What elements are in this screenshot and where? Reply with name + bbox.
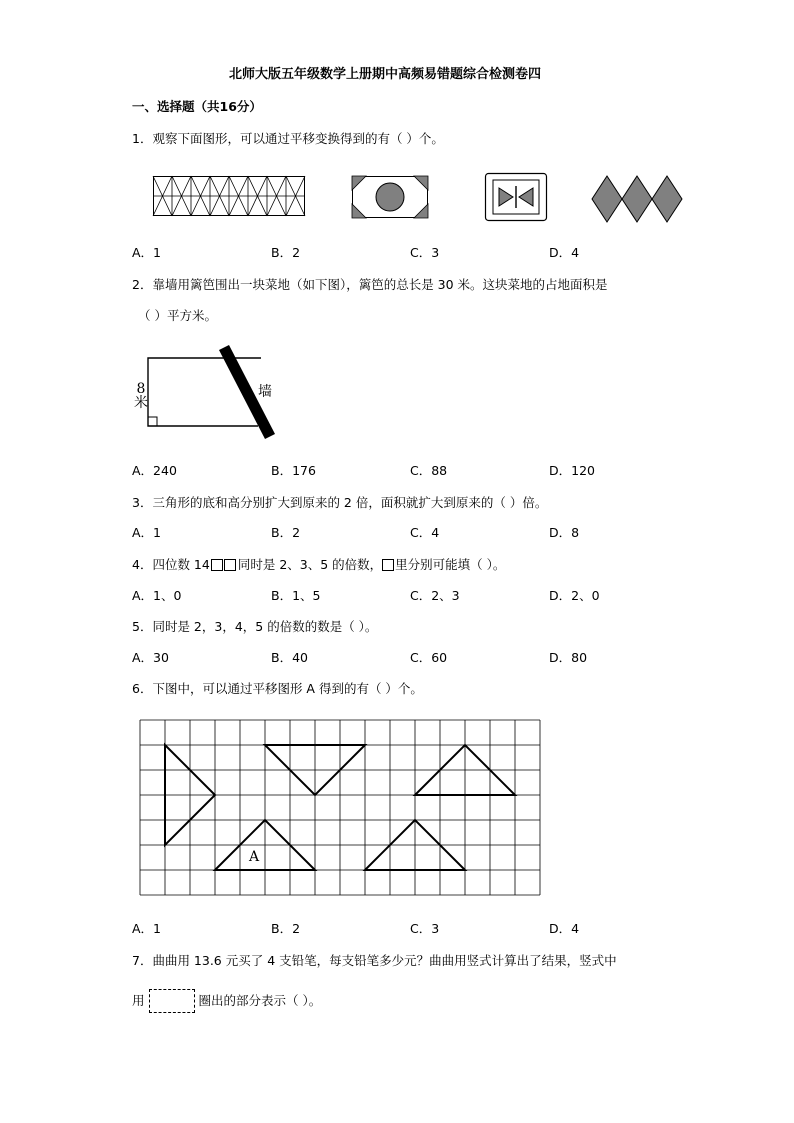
- q1-figure-bowtie-box: [485, 173, 547, 221]
- question-1-stem: 1．观察下面图形，可以通过平移变换得到的有（ ）个。: [132, 131, 444, 146]
- q4-option-c[interactable]: C．2、3: [410, 588, 460, 603]
- question-2-stem-line1: 2．靠墙用篱笆围出一块菜地（如下图），篱笆的总长是 30 米。这块菜地的占地面积是: [132, 277, 608, 292]
- q2-option-a[interactable]: A．240: [132, 463, 177, 478]
- q7-stem-part-b: 圈出的部分表示（ ）。: [198, 993, 322, 1008]
- digit-box-1: [211, 559, 223, 571]
- q5-option-b[interactable]: B．40: [271, 650, 308, 665]
- section-heading: 一、选择题（共16分）: [132, 99, 262, 114]
- q7-stem-part-a: 用: [132, 993, 145, 1008]
- q5-option-c[interactable]: C．60: [410, 650, 448, 665]
- q4-option-a[interactable]: A．1、0: [132, 588, 182, 603]
- q5-option-a[interactable]: A．30: [132, 650, 169, 665]
- q2-wall-label: 墙: [258, 384, 272, 400]
- q2-side-label: 8米: [134, 381, 148, 411]
- q1-option-d[interactable]: D．4: [549, 245, 580, 260]
- q4-option-b[interactable]: B．1、5: [271, 588, 321, 603]
- q4-option-d[interactable]: D．2、0: [549, 588, 600, 603]
- question-4-stem: [132, 557, 505, 573]
- digit-box-2: [224, 559, 236, 571]
- question-7-stem-line2: [132, 989, 321, 1013]
- digit-box-ref: [382, 559, 394, 571]
- dashed-box-icon: [149, 989, 195, 1013]
- q6-option-b[interactable]: B．2: [271, 921, 301, 936]
- grid-lines: [140, 720, 540, 895]
- q6-option-c[interactable]: C．3: [410, 921, 440, 936]
- q3-option-b[interactable]: B．2: [271, 525, 301, 540]
- q1-figure-circle-in-octagon: [352, 176, 428, 218]
- q1-figure-lattice: [153, 176, 305, 216]
- q1-option-b[interactable]: B．2: [271, 245, 301, 260]
- question-6-stem: 6．下图中，可以通过平移图形 A 得到的有（ ）个。: [132, 681, 423, 696]
- q6-figure-label: A: [249, 849, 260, 865]
- page-title: 北师大版五年级数学上册期中高频易错题综合检测卷四: [229, 67, 542, 82]
- q4-stem-part-c: 里分别可能填（ ）。: [395, 557, 506, 572]
- question-3-stem: 3．三角形的底和高分别扩大到原来的 2 倍，面积就扩大到原来的（ ）倍。: [132, 495, 548, 510]
- q4-stem-part-b: 同时是 2、3、5 的倍数，: [237, 557, 383, 572]
- q1-option-a[interactable]: A．1: [132, 245, 162, 260]
- q5-option-d[interactable]: D．80: [549, 650, 588, 665]
- q2-option-d[interactable]: D．120: [549, 463, 595, 478]
- q6-option-a[interactable]: A．1: [132, 921, 162, 936]
- question-5-stem: 5．同时是 2，3，4，5 的倍数的数是（ ）。: [132, 619, 378, 634]
- question-7-stem-line1: 7．曲曲用 13.6 元买了 4 支铅笔，每支铅笔多少元？曲曲用竖式计算出了结果，竖式中: [132, 953, 617, 968]
- q6-option-d[interactable]: D．4: [549, 921, 580, 936]
- q4-stem-part-a: 4．四位数 14: [132, 557, 210, 572]
- q3-option-d[interactable]: D．8: [549, 525, 580, 540]
- q1-figure-diamonds: [592, 176, 682, 222]
- q6-grid-figure: [140, 720, 545, 896]
- q2-option-c[interactable]: C．88: [410, 463, 448, 478]
- q3-option-a[interactable]: A．1: [132, 525, 162, 540]
- question-2-stem-line2: （ ）平方米。: [138, 308, 217, 323]
- q3-option-c[interactable]: C．4: [410, 525, 440, 540]
- q2-option-b[interactable]: B．176: [271, 463, 316, 478]
- q1-option-c[interactable]: C．3: [410, 245, 440, 260]
